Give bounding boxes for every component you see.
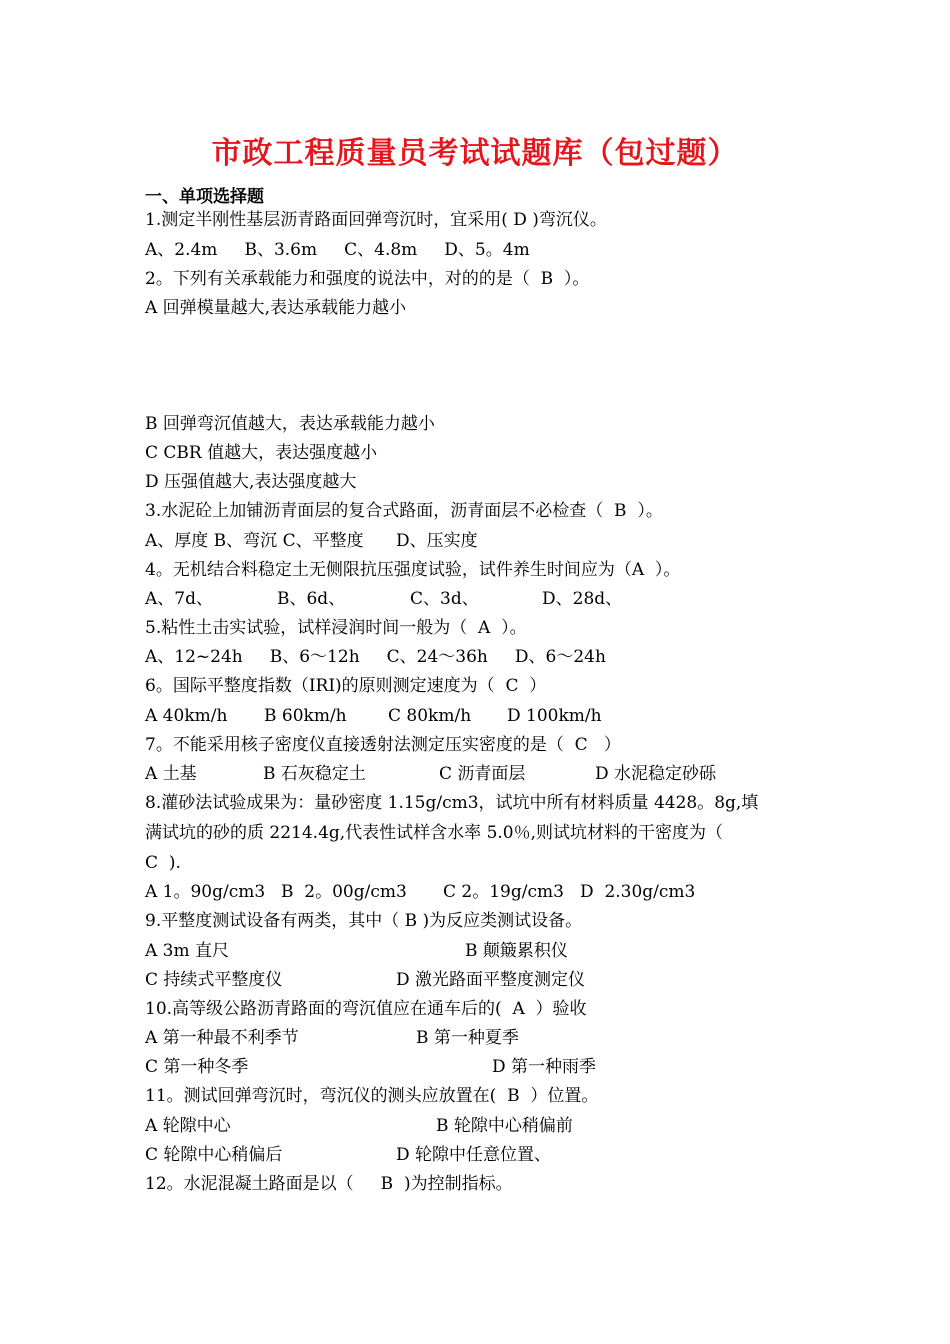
question-6-option-d: D 100km/h (507, 706, 602, 726)
question-11-option-b: B 轮隙中心稍偏前 (436, 1116, 573, 1136)
section-heading: 一、单项选择题 (145, 187, 264, 207)
question-8-option-b: B 2。00g/cm3 (281, 882, 407, 902)
question-7-option-d: D 水泥稳定砂砾 (595, 764, 717, 784)
question-8-option-a: A 1。90g/cm3 (145, 882, 266, 902)
question-3-stem: 3.水泥砼上加铺沥青面层的复合式路面，沥青面层不必检查（ B ）。 (145, 501, 663, 521)
question-4-option-b: B、6d、 (277, 589, 346, 609)
document-title: 市政工程质量员考试试题库（包过题） (211, 136, 739, 171)
question-6-option-a: A 40km/h (145, 706, 228, 726)
question-7-option-c: C 沥青面层 (439, 764, 526, 784)
question-10-option-a: A 第一种最不利季节 (145, 1028, 299, 1048)
question-1-options: A、2.4m B、3.6m C、4.8m D、5。4m (145, 240, 530, 260)
question-10-option-b: B 第一种夏季 (416, 1028, 519, 1048)
question-10-stem: 10.高等级公路沥青路面的弯沉值应在通车后的( A ）验收 (145, 999, 587, 1019)
question-7-option-a: A 土基 (145, 764, 197, 784)
question-2-option-a: A 回弹模量越大,表达承载能力越小 (145, 298, 407, 318)
question-12-stem: 12。水泥混凝土路面是以（ B )为控制指标。 (145, 1174, 513, 1194)
question-5-stem: 5.粘性土击实试验，试样浸润时间一般为（ A ）。 (145, 618, 527, 638)
question-11-stem: 11。测试回弹弯沉时，弯沉仪的测头应放置在( B ）位置。 (145, 1086, 599, 1106)
question-1-stem: 1.测定半刚性基层沥青路面回弹弯沉时，宜采用( D )弯沉仪。 (145, 210, 607, 230)
question-2-stem: 2。下列有关承载能力和强度的说法中，对的的是（ B ）。 (145, 269, 590, 289)
question-8-option-d: D 2.30g/cm3 (580, 882, 696, 902)
question-6-option-b: B 60km/h (264, 706, 347, 726)
question-7-option-b: B 石灰稳定土 (263, 764, 366, 784)
question-5-options: A、12~24h B、6～12h C、24～36h D、6～24h (145, 647, 606, 667)
question-9-option-a: A 3m 直尺 (145, 941, 230, 961)
question-7-stem: 7。不能采用核子密度仪直接透射法测定压实密度的是（ C ） (145, 735, 621, 755)
question-2-option-b: B 回弹弯沉值越大，表达承载能力越小 (145, 414, 435, 434)
question-10-option-c: C 第一种冬季 (145, 1057, 249, 1077)
question-4-option-a: A、7d、 (145, 589, 213, 609)
question-4-option-c: C、3d、 (410, 589, 479, 609)
question-9-option-d: D 激光路面平整度测定仪 (396, 970, 586, 990)
question-2-option-c: C CBR 值越大，表达强度越小 (145, 443, 378, 463)
question-8-stem-line-3: C ). (145, 853, 181, 873)
question-11-option-c: C 轮隙中心稍偏后 (145, 1145, 283, 1165)
question-8-option-c: C 2。19g/cm3 (443, 882, 564, 902)
question-8-stem-line-1: 8.灌砂法试验成果为：量砂密度 1.15g/cm3，试坑中所有材料质量 4428。8g,填 (145, 793, 759, 813)
question-3-options: A、厚度 B、弯沉 C、平整度 D、压实度 (145, 531, 478, 551)
question-6-stem: 6。国际平整度指数（IRI)的原则测定速度为（ C ） (145, 676, 547, 696)
question-10-option-d: D 第一种雨季 (492, 1057, 597, 1077)
question-11-option-d: D 轮隙中任意位置、 (396, 1145, 552, 1165)
question-9-stem: 9.平整度测试设备有两类，其中（ B )为反应类测试设备。 (145, 911, 583, 931)
question-4-stem: 4。无机结合料稳定土无侧限抗压强度试验，试件养生时间应为（A ）。 (145, 560, 681, 580)
question-6-option-c: C 80km/h (388, 706, 472, 726)
question-9-option-c: C 持续式平整度仪 (145, 970, 283, 990)
question-9-option-b: B 颠簸累积仪 (465, 941, 568, 961)
question-11-option-a: A 轮隙中心 (145, 1116, 231, 1136)
question-4-option-d: D、28d、 (542, 589, 623, 609)
question-8-stem-line-2: 满试坑的砂的质 2214.4g,代表性试样含水率 5.0％,则试坑材料的干密度为（ (145, 823, 724, 843)
question-2-option-d: D 压强值越大,表达强度越大 (145, 472, 357, 492)
